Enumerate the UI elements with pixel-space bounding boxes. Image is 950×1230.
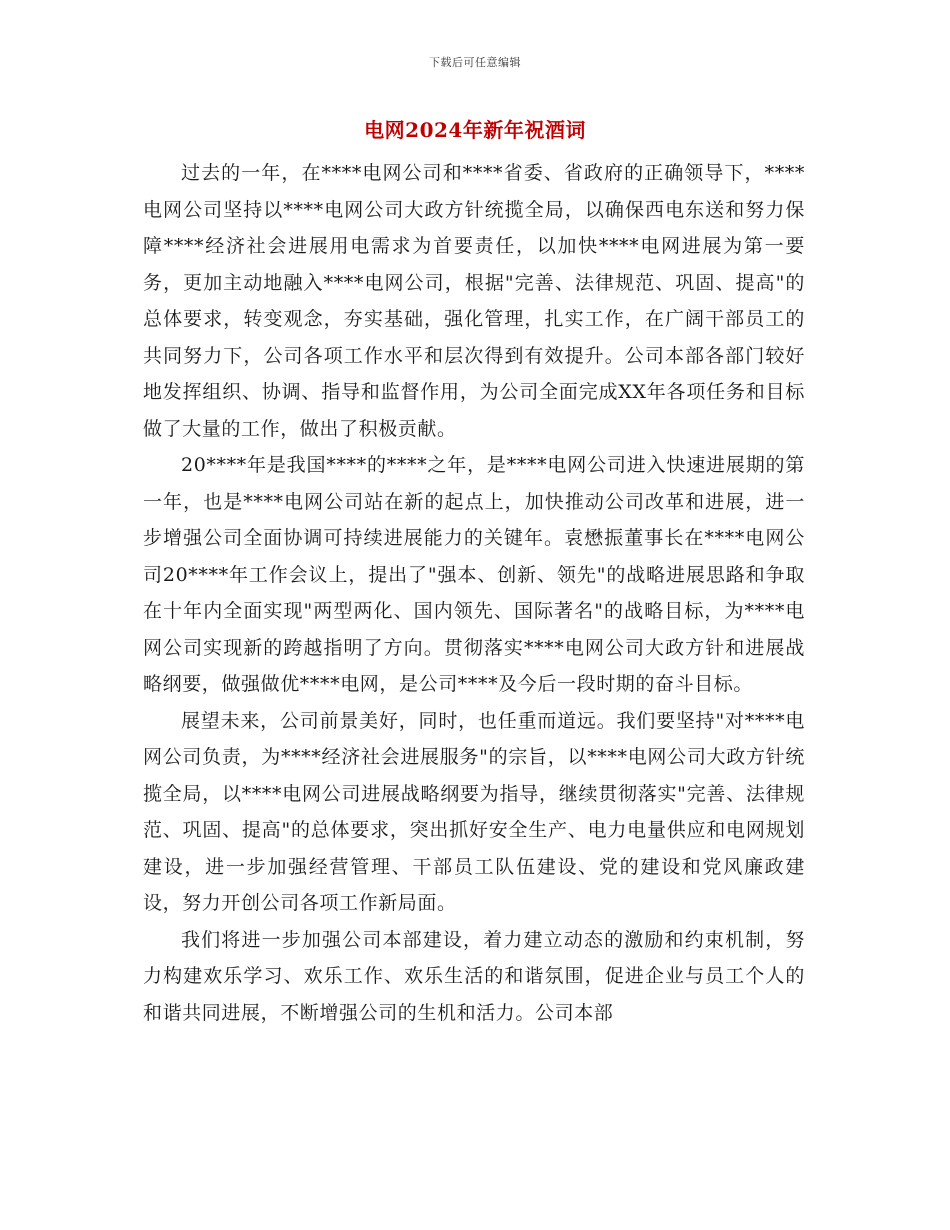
download-note: 下载后可任意编辑 xyxy=(429,56,521,69)
paragraph-3: 展望未来，公司前景美好，同时，也任重而道远。我们要坚持"对****电网公司负责，为****经济社会进展服务"的宗旨，以****电网公司大政方针统揽全局，以****电网公司进展战略纲要为指导，继续贯彻落实"完善、法律规范、巩固、提高"的总体要求，突出抓好安全生产、电力电量供应和电网规划建设，进一步加强经营管理、干部员工队伍建设、党的建设和党风廉政建设，努力开创公司各项工作新局面。 xyxy=(143,709,805,914)
paragraph-4: 我们将进一步加强公司本部建设，着力建立动态的激励和约束机制，努力构建欢乐学习、欢乐工作、欢乐生活的和谐氛围，促进企业与员工个人的和谐共同进展，不断增强公司的生机和活力。公司本部 xyxy=(143,928,805,1024)
document-body xyxy=(143,155,805,1031)
document-title: 电网2024年新年祝酒词 xyxy=(364,118,586,142)
paragraph-1: 过去的一年，在****电网公司和****省委、省政府的正确领导下，****电网公司坚持以****电网公司大政方针统揽全局，以确保西电东送和努力保障****经济社会进展用电需求为首要责任，以加快****电网进展为第一要务，更加主动地融入****电网公司，根据"完善、法律规范、巩固、提高"的总体要求，转变观念，夯实基础，强化管理，扎实工作，在广阔干部员工的共同努力下，公司各项工作水平和层次得到有效提升。公司本部各部门较好地发挥组织、协调、指导和监督作用，为公司全面完成XX年各项任务和目标做了大量的工作，做出了积极贡献。 xyxy=(143,162,805,440)
paragraph-2: 20****年是我国****的****之年，是****电网公司进入快速进展期的第一年，也是****电网公司站在新的起点上，加快推动公司改革和进展，进一步增强公司全面协调可持续进展能力的关键年。袁懋振董事长在****电网公司20****年工作会议上，提出了"强本、创新、领先"的战略进展思路和争取在十年内全面实现"两型两化、国内领先、国际著名"的战略目标，为****电网公司实现新的跨越指明了方向。贯彻落实****电网公司大政方针和进展战略纲要，做强做优****电网，是公司****及今后一段时期的奋斗目标。 xyxy=(143,454,805,695)
